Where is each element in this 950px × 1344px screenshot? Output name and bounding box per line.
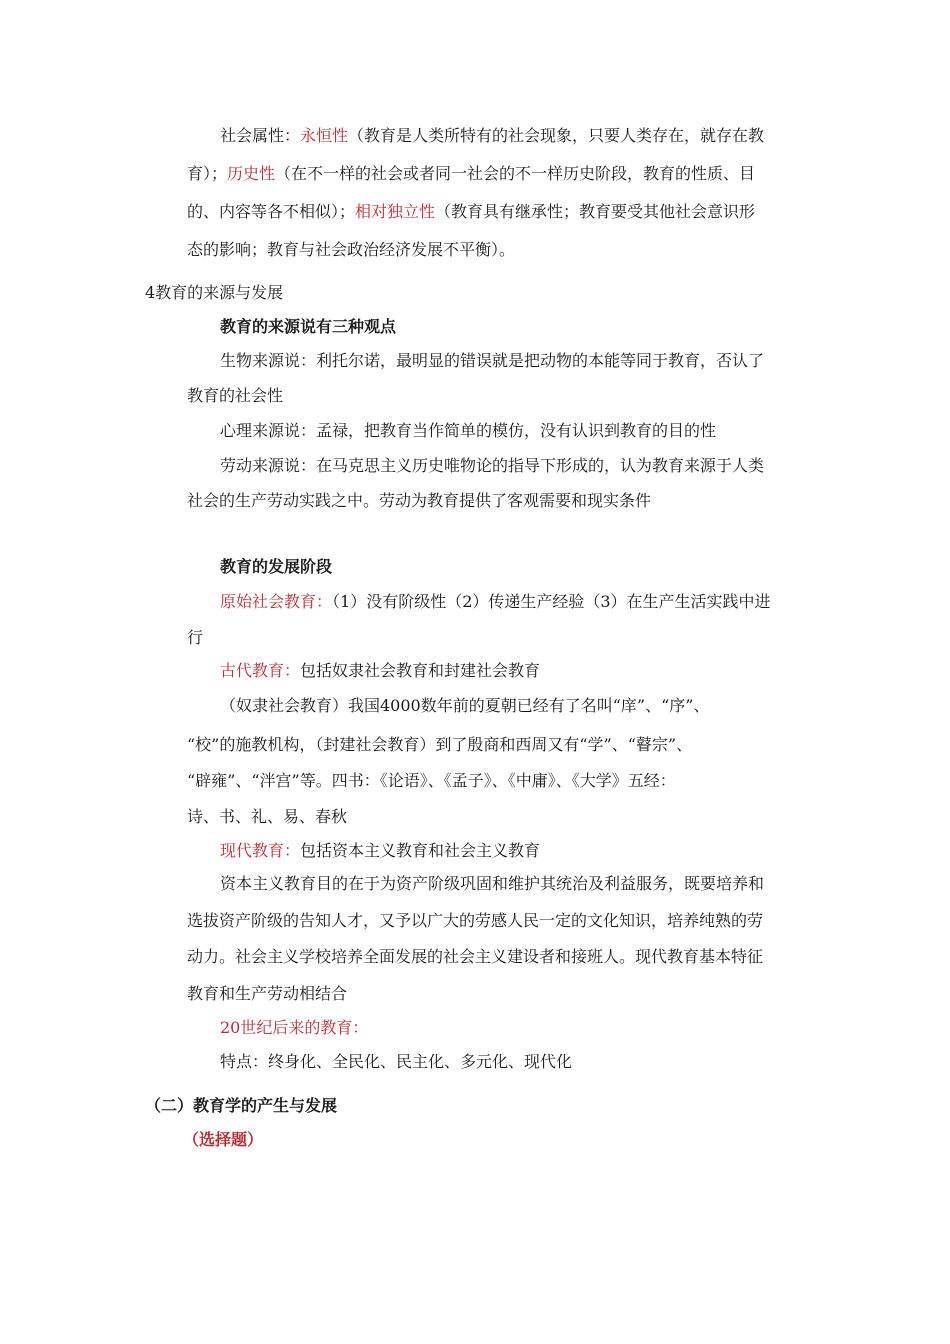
- section-tag: （选择题）: [183, 1130, 264, 1149]
- paragraph-line: 生物来源说：利托尔诺，最明显的错误就是把动物的本能等同于教育，否认了: [220, 351, 765, 370]
- stage-primitive: [220, 591, 771, 613]
- text-span: 育）；: [187, 164, 228, 183]
- paragraph-line: 特点：终身化、全民化、民主化、多元化、现代化: [220, 1052, 573, 1071]
- paragraph-line: 教育和生产劳动相结合: [187, 984, 348, 1003]
- text-span: 社会属性：: [220, 126, 301, 145]
- stage-label: 古代教育：: [220, 661, 301, 680]
- paragraph-line: 教育的社会性: [187, 386, 284, 405]
- paragraph-line: 诗、书、礼、易、春秋: [187, 807, 348, 826]
- stage-ancient: [220, 660, 540, 682]
- text-span: 的、内容等各不相似）；: [187, 202, 356, 221]
- stage-20th-century-label: 20世纪后来的教育：: [220, 1018, 369, 1037]
- subsection-title: 教育的发展阶段: [220, 557, 333, 576]
- text-span: 包括资本主义教育和社会主义教育: [300, 841, 541, 860]
- paragraph-line: 劳动来源说：在马克思主义历史唯物论的指导下形成的，认为教育来源于人类: [220, 456, 765, 475]
- text-span: （在不一样的社会或者同一社会的不一样历史阶段，教育的性质、目: [275, 164, 756, 183]
- social-attr-line-1: [220, 125, 764, 147]
- text-span: 包括奴隶社会教育和封建社会教育: [300, 661, 541, 680]
- text-span: （1）没有阶级性（2）传递生产经验（3）在生产生活实践中进: [332, 592, 771, 611]
- stage-modern: [220, 840, 540, 862]
- paragraph-line: （奴隶社会教育）我国4000数年前的夏朝已经有了名叫“庠”、“序”、: [220, 696, 710, 715]
- stage-label: 现代教育：: [220, 841, 301, 860]
- paragraph-line: “辟雍”、“泮宫”等。四书：《论语》、《孟子》、《中庸》、《大学》五经：: [187, 771, 676, 790]
- social-attr-line-2: [187, 163, 755, 185]
- section-heading: 4教育的来源与发展: [145, 283, 284, 302]
- social-attr-line-4: 态的影响；教育与社会政治经济发展不平衡）。: [187, 240, 516, 259]
- highlight-term: 永恒性: [300, 126, 349, 145]
- subsection-title: 教育的来源说有三种观点: [220, 317, 397, 336]
- paragraph-line: 动力。社会主义学校培养全面发展的社会主义建设者和接班人。现代教育基本特征: [187, 947, 764, 966]
- social-attr-line-3: [187, 201, 755, 223]
- stage-label: 原始社会教育：: [220, 592, 333, 611]
- paragraph-line: 资本主义教育目的在于为资产阶级巩固和维护其统治及利益服务，既要培养和: [220, 874, 765, 893]
- text-span: （教育是人类所特有的社会现象，只要人类存在，就存在教: [348, 126, 765, 145]
- paragraph-line: 心理来源说：孟禄，把教育当作简单的模仿，没有认识到教育的目的性: [220, 421, 717, 440]
- paragraph-line: 社会的生产劳动实践之中。劳动为教育提供了客观需要和现实条件: [187, 491, 652, 510]
- paragraph-line: 选拔资产阶级的告知人才，又予以广大的劳感人民一定的文化知识，培养纯熟的劳: [187, 911, 764, 930]
- text-span: （教育具有继承性；教育要受其他社会意识形: [435, 202, 756, 221]
- paragraph-line: “校”的施教机构，（封建社会教育）到了殷商和西周又有“学”、“瞽宗”、: [187, 735, 693, 754]
- highlight-term: 历史性: [227, 164, 276, 183]
- section-heading: （二）教育学的产生与发展: [145, 1096, 338, 1115]
- paragraph-line: 行: [187, 628, 204, 647]
- highlight-term: 相对独立性: [355, 202, 436, 221]
